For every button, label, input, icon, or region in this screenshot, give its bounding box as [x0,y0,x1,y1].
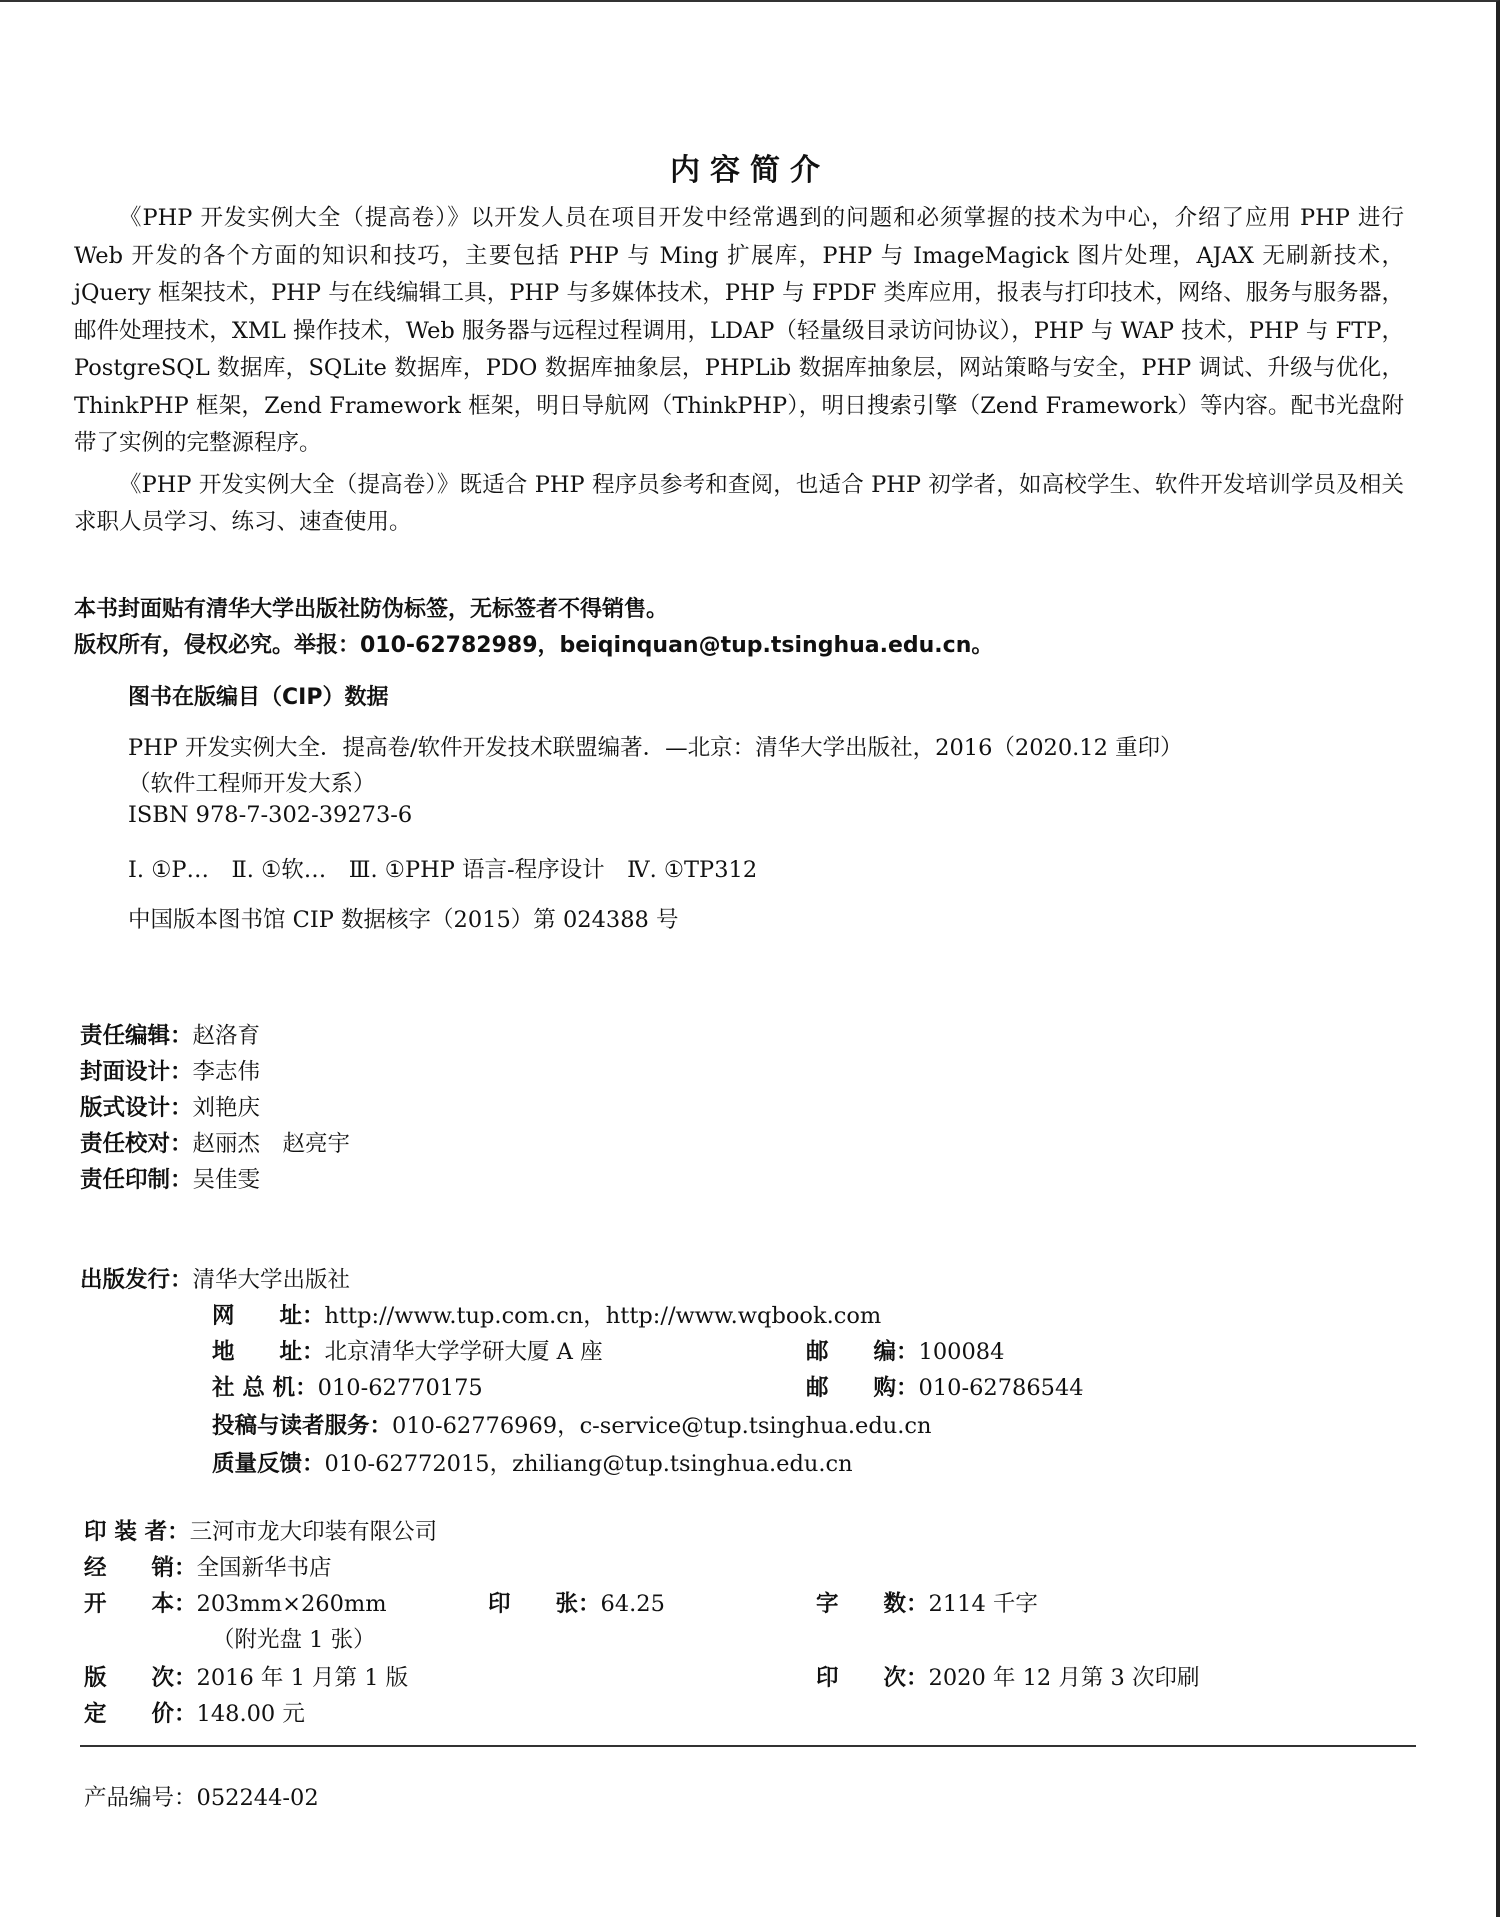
feedback-value: 010-62772015，zhiliang@tup.tsinghua.edu.cn [324,1451,853,1477]
printer-label: 印 装 者： [84,1519,190,1545]
edition-label: 版 次： [84,1665,197,1691]
zipcode-row [806,1334,1004,1366]
format-row [84,1586,387,1618]
attachment-note: （附光盘 1 张） [212,1627,376,1653]
reader-service-value: 010-62776969，c-service@tup.tsinghua.edu.cn [392,1413,932,1439]
price-label: 定 价： [84,1701,197,1727]
address-value: 北京清华大学学研大厦 A 座 [324,1339,603,1365]
distributor-label: 经 销： [84,1555,197,1581]
cip-record: 中国版本图书馆 CIP 数据核字（2015）第 024388 号 [128,907,679,933]
intro-paragraph-1: 《PHP 开发实例大全（提高卷）》以开发人员在项目开发中经常遇到的问题和必须掌握的技术为中心，介绍了应用 PHP 进行 Web 开发的各个方面的知识和技巧，主要包括 PHP 与 Ming 扩展库，PHP 与 ImageMagick 图片处理，AJAX 无刷新技术，jQuery 框架技术，PHP 与在线编辑工具，PHP 与多媒体技术，PHP 与 FPDF 类库应用，报表与打印技术，网络、服务与服务器，邮件处理技术，XML 操作技术，Web 服务器与远程过程调用，LDAP（轻量级目录访问协议），PHP 与 WAP 技术，PHP 与 FTP，PostgreSQL 数据库，SQLite 数据库，PDO 数据库抽象层，PHPLib 数据库抽象层，网站策略与安全，PHP 调试、升级与优化，ThinkPHP 框架，Zend Framework 框架，明日导航网（ThinkPHP），明日搜索引擎（Zend Framework）等内容。配书光盘附带了实例的完整源程序。 [74,205,1404,456]
reader-service-label: 投稿与读者服务： [212,1413,393,1439]
publisher-row [80,1262,350,1294]
feedback-label: 质量反馈： [212,1451,325,1477]
impression-row [816,1660,1199,1692]
feedback-row [212,1446,853,1478]
cip-line-1: PHP 开发实例大全．提高卷/软件开发技术联盟编著．—北京：清华大学出版社，2016（2020.12 重印） [128,735,1183,761]
staff-label: 责任校对： [80,1131,193,1157]
mail-order-row [806,1370,1084,1402]
cip-series: （软件工程师开发大系） [128,771,376,797]
impression-label: 印 次： [816,1665,929,1691]
mail-order-label: 邮 购： [806,1375,919,1401]
publisher-name: 清华大学出版社 [192,1267,351,1293]
staff-label: 版式设计： [80,1095,193,1121]
page-title: 内容简介 [670,153,830,188]
staff-value: 吴佳雯 [192,1167,261,1193]
staff-value: 李志伟 [192,1059,261,1085]
distributor-row [84,1550,332,1582]
printer-row [84,1514,437,1546]
switchboard-row [212,1370,483,1402]
mail-order-value: 010-62786544 [918,1375,1084,1401]
copyright-notice: 版权所有，侵权必究。举报：010-62782989，beiqinquan@tup.tsinghua.edu.cn。 [74,633,994,658]
website-label: 网 址： [212,1303,325,1329]
product-code-row [84,1780,319,1812]
staff-label: 责任编辑： [80,1023,193,1049]
cip-isbn: ISBN 978-7-302-39273-6 [128,802,413,828]
sheets-value: 64.25 [600,1591,665,1617]
staff-value: 赵洛育 [192,1023,261,1049]
staff-printing [80,1162,260,1194]
staff-label: 责任印制： [80,1167,193,1193]
impression-value: 2020 年 12 月第 3 次印刷 [928,1665,1200,1691]
format-label: 开 本： [84,1591,197,1617]
staff-editor [80,1018,260,1050]
edition-row [84,1660,408,1692]
staff-layout-design [80,1090,260,1122]
address-row [212,1334,603,1366]
zipcode-label: 邮 编： [806,1339,919,1365]
product-code-value: 052244-02 [196,1785,319,1811]
word-count-label: 字 数： [816,1591,929,1617]
word-count-value: 2114 千字 [928,1591,1038,1617]
product-code-label: 产品编号： [84,1785,197,1811]
staff-proofreader [80,1126,350,1158]
format-value: 203mm×260mm [196,1591,387,1617]
cip-classification: Ⅰ. ①P… Ⅱ. ①软… Ⅲ. ①PHP 语言-程序设计 Ⅳ. ①TP312 [128,857,758,883]
address-label: 地 址： [212,1339,325,1365]
website-value: http://www.tup.com.cn，http://www.wqbook.com [324,1303,882,1329]
sheets-label: 印 张： [488,1591,601,1617]
switchboard-value: 010-62770175 [317,1375,483,1401]
staff-value: 刘艳庆 [192,1095,261,1121]
divider-line [80,1745,1416,1747]
price-row [84,1696,305,1728]
edition-value: 2016 年 1 月第 1 版 [196,1665,409,1691]
printer-value: 三河市龙大印装有限公司 [189,1519,438,1545]
staff-cover-design [80,1054,260,1086]
sheets-row [488,1586,665,1618]
intro-paragraph-2: 《PHP 开发实例大全（提高卷）》既适合 PHP 程序员参考和查阅，也适合 PHP 初学者，如高校学生、软件开发培训学员及相关求职人员学习、练习、速查使用。 [74,471,1404,535]
staff-label: 封面设计： [80,1059,193,1085]
intro-section [74,200,1404,542]
zipcode-value: 100084 [918,1339,1005,1365]
switchboard-label: 社 总 机： [212,1375,318,1401]
distributor-value: 全国新华书店 [196,1555,332,1581]
word-count-row [816,1586,1038,1618]
anti-counterfeit-notice: 本书封面贴有清华大学出版社防伪标签，无标签者不得销售。 [74,597,669,622]
staff-value: 赵丽杰 赵亮宇 [192,1131,351,1157]
cip-heading: 图书在版编目（CIP）数据 [128,685,389,710]
website-row [212,1298,881,1330]
publisher-label: 出版发行： [80,1267,193,1293]
price-value: 148.00 元 [196,1701,305,1727]
reader-service-row [212,1408,932,1440]
